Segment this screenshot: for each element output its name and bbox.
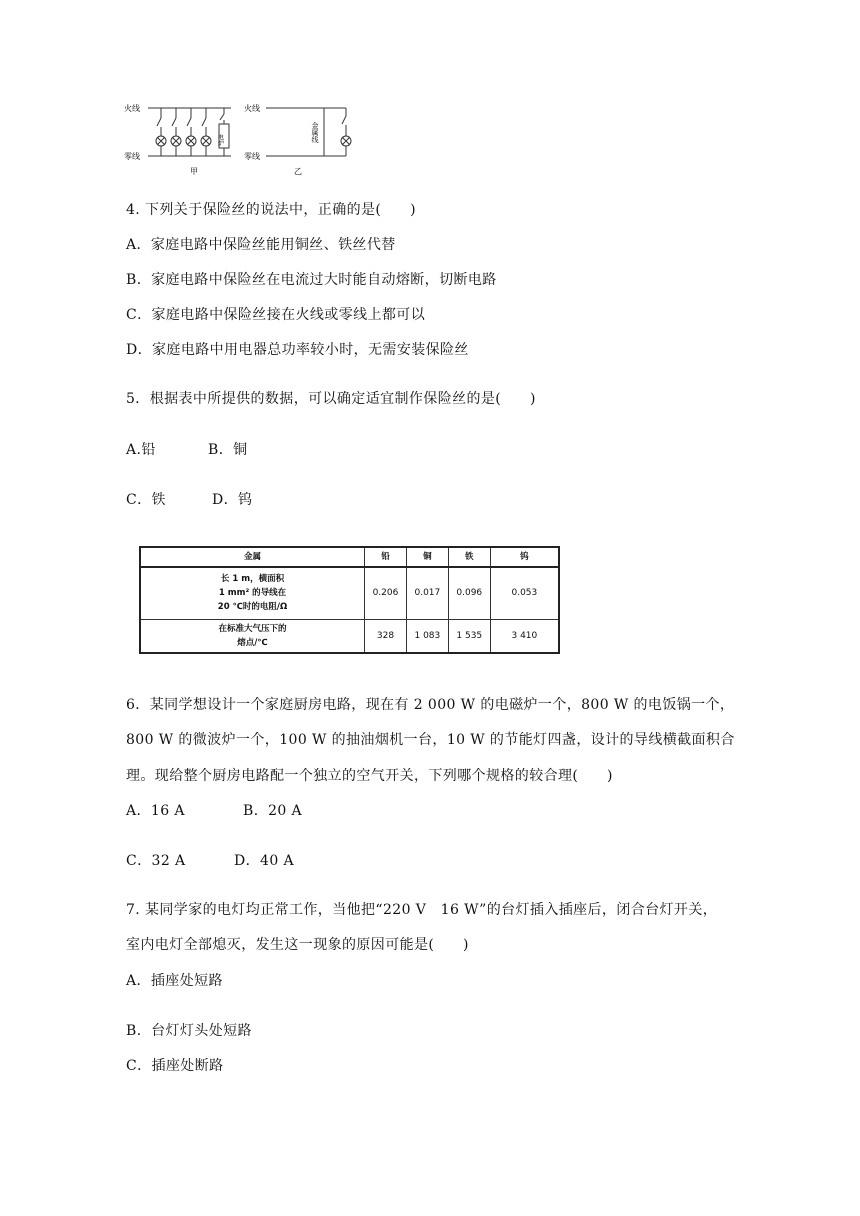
question-5-stem: 5．根据表中所提供的数据，可以确定适宜制作保险丝的是( )	[126, 391, 536, 407]
question-5-option-a: A.铅	[126, 442, 156, 458]
lamp-branch-3	[186, 108, 196, 156]
header-tungsten: 钨	[490, 547, 559, 567]
table-cell: 0.096	[448, 567, 490, 619]
table-row	[140, 567, 559, 619]
row-label-melting-point	[140, 619, 365, 653]
question-4-option-a: A．家庭电路中保险丝能用铜丝、铁丝代替	[126, 237, 396, 253]
row-label-line: 20 ℃时的电阻/Ω	[217, 602, 288, 613]
neutral-wire-label: 零线	[124, 152, 140, 161]
question-5-option-c: C．铁	[126, 492, 166, 508]
figure-caption-jia: 甲	[190, 167, 198, 176]
table-row	[140, 619, 559, 653]
figure-caption-yi: 乙	[294, 167, 302, 176]
row-label-line: 熔点/℃	[237, 637, 268, 648]
table-cell: 328	[365, 619, 407, 653]
question-4-option-c: C．家庭电路中保险丝接在火线或零线上都可以	[126, 307, 426, 323]
question-7-option-a: A．插座处短路	[126, 973, 223, 989]
row-label-line: 1 mm² 的导线在	[218, 588, 287, 599]
question-6-option-d: D．40 A	[234, 853, 294, 869]
row-label-line: 在标准大气压下的	[218, 623, 287, 634]
lamp-branch-2	[171, 108, 181, 156]
header-iron: 铁	[448, 547, 490, 567]
header-copper: 铜	[406, 547, 448, 567]
stove-label: 电炉	[216, 134, 224, 146]
question-4-option-b: B．家庭电路中保险丝在电流过大时能自动熔断，切断电路	[126, 272, 497, 288]
header-metal: 金属	[140, 547, 365, 567]
question-6-option-c: C．32 A	[126, 853, 186, 869]
header-lead: 铅	[365, 547, 407, 567]
question-7-line-1: 7. 某同学家的电灯均正常工作，当他把“220 V 16 W”的台灯插入插座后，闭合台灯开关，	[126, 902, 718, 918]
table-cell: 1 083	[406, 619, 448, 653]
live-wire-label: 火线	[124, 104, 140, 113]
metal-wire-label: 金属线	[311, 122, 319, 143]
row-label-resistance	[140, 567, 365, 619]
question-6-line-2: 800 W 的微波炉一个，100 W 的抽油烟机一台，10 W 的节能灯四盏，设计的导线横截面积合	[126, 732, 735, 748]
question-4-stem: 4. 下列关于保险丝的说法中，正确的是( )	[126, 202, 416, 218]
table-cell: 3 410	[490, 619, 559, 653]
circuit-diagram-jia	[124, 96, 239, 178]
live-wire-label: 火线	[244, 104, 260, 113]
table-cell: 1 535	[448, 619, 490, 653]
question-4-option-d: D．家庭电路中用电器总功率较小时，无需安装保险丝	[126, 342, 469, 358]
question-7-line-2: 室内电灯全部熄灭，发生这一现象的原因可能是( )	[126, 937, 469, 953]
metal-properties-table	[139, 546, 560, 654]
lamp-branch-1	[156, 108, 166, 156]
question-6-line-1: 6．某同学想设计一个家庭厨房电路，现在有 2 000 W 的电磁炉一个，800 W 的电饭锅一个，	[126, 697, 735, 713]
row-label-line: 长 1 m，横面积	[220, 574, 285, 585]
question-7-option-c: C．插座处断路	[126, 1058, 224, 1074]
question-6-option-a: A．16 A	[126, 803, 185, 819]
table-header-row	[140, 547, 559, 567]
neutral-wire-label: 零线	[244, 152, 260, 161]
question-5-option-b: B．铜	[208, 442, 248, 458]
table-cell: 0.053	[490, 567, 559, 619]
table-cell: 0.017	[406, 567, 448, 619]
question-7-option-b: B．台灯灯头处短路	[126, 1023, 252, 1039]
lamp-branch-4	[201, 108, 211, 156]
question-5-option-d: D．钨	[212, 492, 253, 508]
question-6-line-3: 理。现给整个厨房电路配一个独立的空气开关，下列哪个规格的较合理( )	[126, 768, 613, 784]
circuit-diagram-yi	[244, 96, 359, 178]
table-cell: 0.206	[365, 567, 407, 619]
question-6-option-b: B．20 A	[243, 803, 303, 819]
